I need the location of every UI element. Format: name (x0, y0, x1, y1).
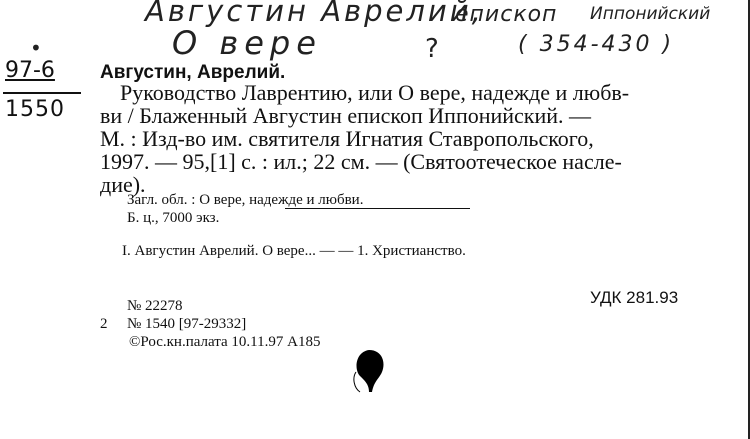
call-number-bottom: 1550 (5, 97, 65, 122)
cover-title-note: Загл. обл. : О вере, надежде и любви. (127, 192, 364, 208)
handwritten-author: Августин Аврелий, (145, 0, 484, 28)
entry-body-line: дие). (100, 172, 146, 197)
ink-blot (352, 348, 386, 394)
pencil-underline (285, 208, 470, 209)
record-number-2: № 1540 [97-29332] (127, 316, 247, 332)
tracings: I. Августин Аврелий. О вере... — — 1. Христианство. (122, 243, 466, 259)
call-number-rule (3, 92, 81, 94)
call-number-top: 97-6 (5, 58, 55, 83)
handwritten-question-mark: ? (425, 34, 441, 64)
entry-body-line: Руководство Лаврентию, или О вере, надежде и любв- (120, 80, 630, 105)
entry-body-line: М. : Изд-во им. святителя Игнатия Ставропольского, (100, 126, 594, 151)
entry-body-line: ви / Блаженный Августин епископ Иппонийский. — (100, 103, 592, 128)
handwritten-dot: • (30, 36, 44, 60)
handwritten-dates: ( 354-430 ) (518, 32, 675, 57)
entry-body-line: 1997. — 95,[1] с. : ил.; 22 см. — (Святоотеческое насле- (100, 149, 622, 174)
copy-count: 2 (100, 316, 108, 332)
handwritten-work-title: О вере (172, 24, 322, 62)
entry-heading: Августин, Аврелий. (100, 62, 286, 83)
price-print-run: Б. ц., 7000 экз. (127, 210, 220, 226)
book-chamber-stamp: ©Рос.кн.палата 10.11.97 А185 (129, 334, 321, 350)
udk-code: УДК 281.93 (590, 288, 679, 307)
handwritten-see: Иппонийский (590, 4, 711, 24)
record-number-1: № 22278 (127, 298, 183, 314)
handwritten-title-rank: епископ (455, 2, 558, 27)
